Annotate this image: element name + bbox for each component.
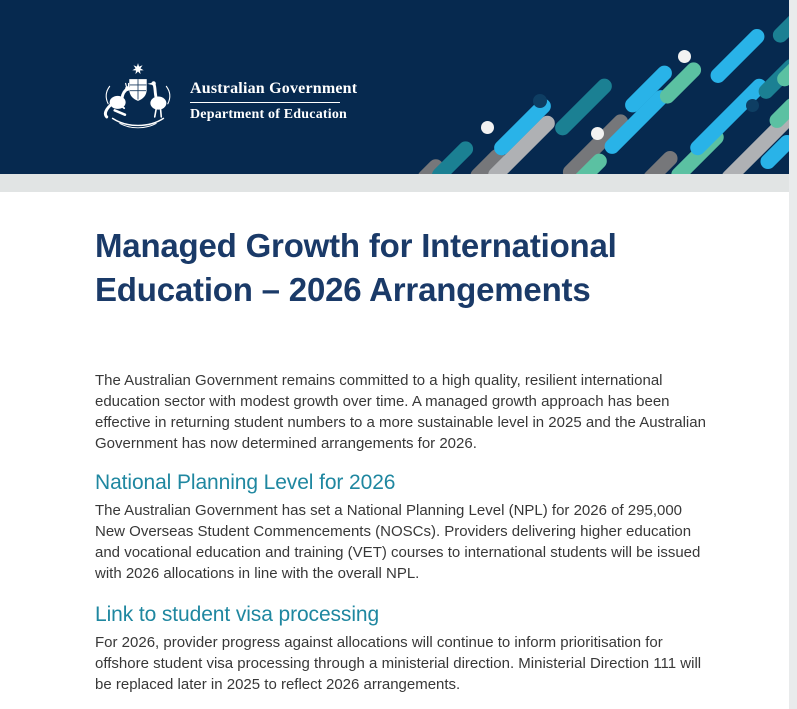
decor-stripe: [707, 26, 767, 86]
section-heading-npl: National Planning Level for 2026: [95, 471, 396, 494]
header-banner: [0, 0, 797, 174]
section-body-npl: The Australian Government has set a National Planning Level (NPL) for 2026 of 295,000 New Overseas Student Commencements (NOSCs). Providers delivering higher education and vocational education and training (VET) courses to international students will be issued with 2026 allocations in line with the overall NPL.: [95, 502, 701, 582]
decor-dot: [746, 99, 759, 112]
page-title: Managed Growth for International Education – 2026 Arrangements: [95, 227, 617, 308]
section-visa-processing: [95, 602, 715, 695]
intro-paragraph: The Australian Government remains committed to a high quality, resilient international education sector with modest growth over time. A managed growth approach has been effective in returning student numbers to a more sustainable level in 2025 and the Australian Government has now determined arrangements for 2026.: [95, 372, 706, 452]
logo-dept-name: Department of Education: [190, 107, 348, 123]
scrollbar-track[interactable]: [789, 0, 797, 709]
logo-org-name: Australian Government: [190, 79, 358, 97]
section-heading-visa: Link to student visa processing: [95, 603, 380, 626]
coat-of-arms-icon: [98, 58, 178, 138]
decor-stripe: [428, 138, 475, 174]
logo-text-block: [190, 80, 357, 123]
section-body-visa: For 2026, provider progress against allocations will continue to inform prioritisation for offshore student visa processing through a ministerial direction. Ministerial Direction 111 will be replaced later in 2025 to reflect 2026 arrangements.: [95, 634, 702, 693]
document-content: [95, 192, 715, 695]
section-national-planning-level: [95, 470, 715, 584]
header-divider-band: [0, 174, 797, 192]
decor-dot: [533, 94, 547, 108]
decor-dot: [591, 127, 604, 140]
decor-dot: [481, 121, 494, 134]
decor-dot: [678, 50, 691, 63]
logo-divider: [190, 102, 340, 103]
government-logo: [98, 58, 357, 138]
